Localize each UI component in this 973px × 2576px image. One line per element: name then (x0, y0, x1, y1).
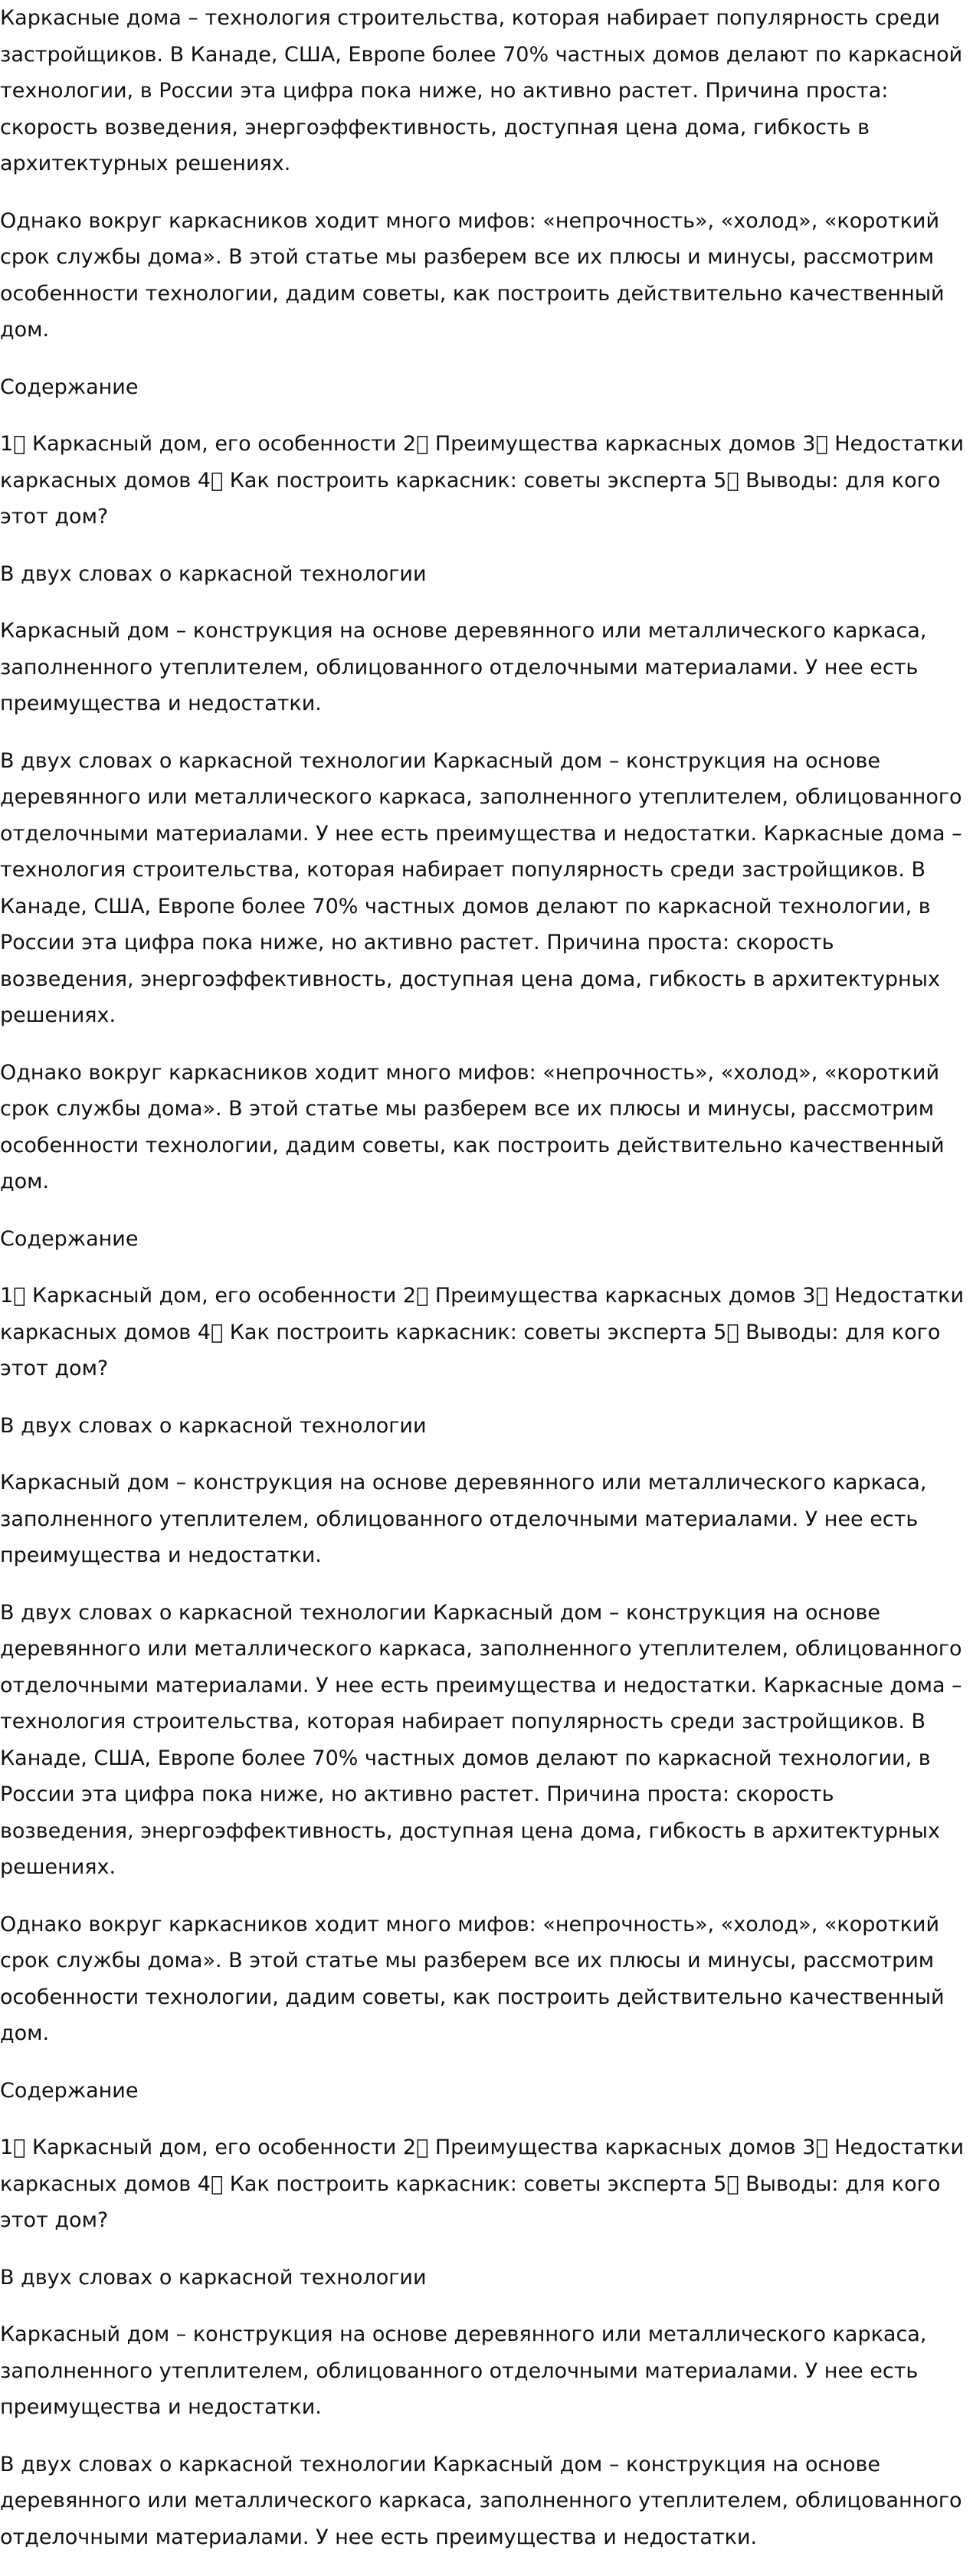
article-paragraph: В двух словах о каркасной технологии Каркасный дом – конструкция на основе деревянного или металлического каркаса, заполненного утеплителем, облицованного отделочными материалами. У нее есть преимущества и недостатки. (0, 2452, 962, 2549)
article-paragraph: В двух словах о каркасной технологии Каркасный дом – конструкция на основе деревянного или металлического каркаса, заполненного утеплителем, облицованного отделочными материалами. У нее есть преимущества и недостатки. Каркасные дома – технология строительства, которая набирает популярность среди застройщиков. В Канаде, США, Европе более 70% частных домов делают по каркасной технологии, в России эта цифра пока ниже, но активно растет. Причина проста: скорость возведения, энергоэффективность, доступная цена дома, гибкость в архитектурных решениях. (0, 1600, 962, 1879)
contents-list: 1⃣ Каркасный дом, его особенности 2⃣ Преимущества каркасных домов 3⃣ Недостатки каркасных домов 4⃣ Как построить каркасник: советы эксперта 5⃣ Выводы: для кого этот дом? (0, 432, 965, 529)
article-paragraph: Каркасный дом – конструкция на основе деревянного или металлического каркаса, заполненного утеплителем, облицованного отделочными материалами. У нее есть преимущества и недостатки. (0, 619, 927, 715)
contents-list: 1⃣ Каркасный дом, его особенности 2⃣ Преимущества каркасных домов 3⃣ Недостатки каркасных домов 4⃣ Как построить каркасник: советы эксперта 5⃣ Выводы: для кого этот дом? (0, 2136, 965, 2232)
contents-list: 1⃣ Каркасный дом, его особенности 2⃣ Преимущества каркасных домов 3⃣ Недостатки каркасных домов 4⃣ Как построить каркасник: советы эксперта 5⃣ Выводы: для кого этот дом? (0, 1284, 965, 1380)
section-heading: В двух словах о каркасной технологии (0, 1413, 427, 1438)
article-paragraph: В двух словах о каркасной технологии Каркасный дом – конструкция на основе деревянного или металлического каркаса, заполненного утеплителем, облицованного отделочными материалами. У нее есть преимущества и недостатки. Каркасные дома – технология строительства, которая набирает популярность среди застройщиков. В Канаде, США, Европе более 70% частных домов делают по каркасной технологии, в России эта цифра пока ниже, но активно растет. Причина проста: скорость возведения, энергоэффективность, доступная цена дома, гибкость в архитектурных решениях. (0, 748, 962, 1027)
contents-heading: Содержание (0, 2078, 139, 2103)
contents-heading: Содержание (0, 1226, 139, 1251)
section-heading: В двух словах о каркасной технологии (0, 561, 427, 586)
article-paragraph: Каркасный дом – конструкция на основе деревянного или металлического каркаса, заполненного утеплителем, облицованного отделочными материалами. У нее есть преимущества и недостатки. (0, 2322, 927, 2419)
article-paragraph: Однако вокруг каркасников ходит много мифов: «непрочность», «холод», «короткий срок службы дома». В этой статье мы разберем все их плюсы и минусы, рассмотрим особенности технологии, дадим советы, как построить действительно качественный дом. (0, 208, 945, 342)
section-heading: В двух словах о каркасной технологии (0, 2265, 427, 2290)
article-paragraph: Каркасные дома – технология строительства, которая набирает популярность среди застройщиков. В Канаде, США, Европе более 70% частных домов делают по каркасной технологии, в России эта цифра пока ниже, но активно растет. Причина проста: скорость возведения, энергоэффективность, доступная цена дома, гибкость в архитектурных решениях. (0, 6, 963, 175)
article-paragraph: Каркасный дом – конструкция на основе деревянного или металлического каркаса, заполненного утеплителем, облицованного отделочными материалами. У нее есть преимущества и недостатки. (0, 1471, 927, 1567)
contents-heading: Содержание (0, 375, 139, 399)
article-paragraph: Однако вокруг каркасников ходит много мифов: «непрочность», «холод», «короткий срок службы дома». В этой статье мы разберем все их плюсы и минусы, рассмотрим особенности технологии, дадим советы, как построить действительно качественный дом. (0, 1060, 945, 1193)
article-paragraph: Однако вокруг каркасников ходит много мифов: «непрочность», «холод», «короткий срок службы дома». В этой статье мы разберем все их плюсы и минусы, рассмотрим особенности технологии, дадим советы, как построить действительно качественный дом. (0, 1912, 945, 2045)
